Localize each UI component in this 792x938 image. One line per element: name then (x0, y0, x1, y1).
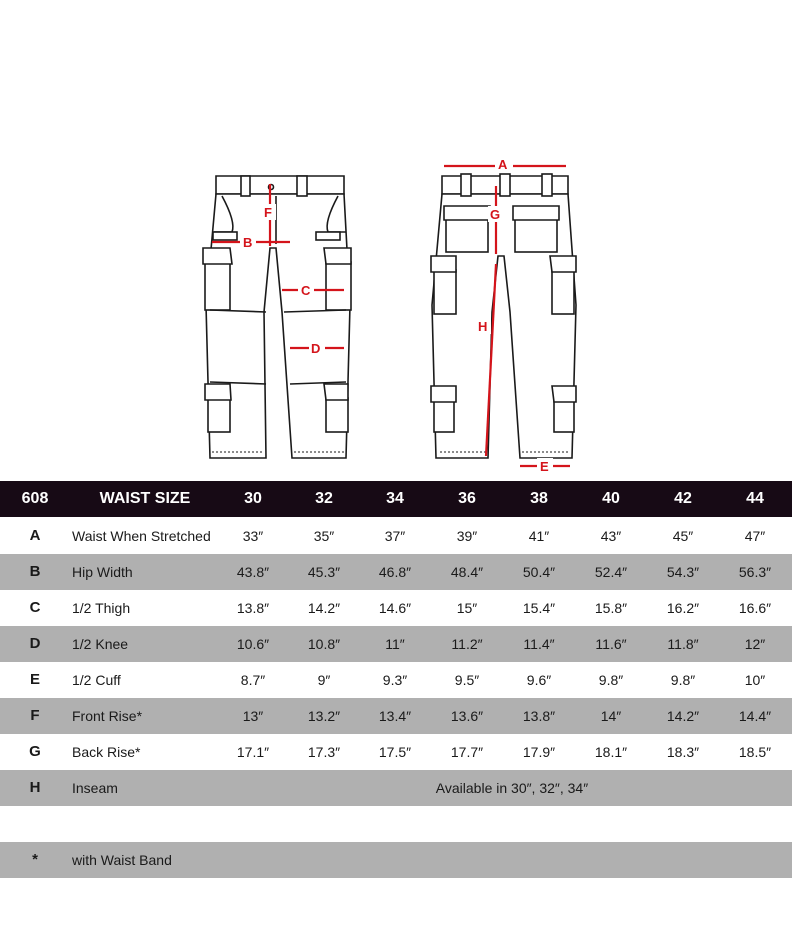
table-row (0, 770, 792, 806)
size-header: 40 (602, 490, 620, 507)
measurement-code: E (29, 671, 40, 688)
measurement-code: C (29, 599, 41, 616)
measurement-code: A (29, 527, 41, 544)
inseam-availability: Available in 30″, 32″, 34″ (435, 780, 589, 796)
size-header: 44 (746, 490, 764, 507)
measurement-value: 48.4″ (450, 564, 484, 580)
measurement-value: 14″ (600, 708, 622, 724)
measurement-value: 9.3″ (382, 672, 408, 688)
measurement-value: 9.5″ (454, 672, 480, 688)
measurement-value: 10″ (744, 672, 766, 688)
measurement-value: 8.7″ (240, 672, 266, 688)
measurement-value: 13.8″ (522, 708, 556, 724)
measurement-value: 9″ (317, 672, 331, 688)
measurement-value: 43.8″ (236, 564, 270, 580)
measurement-value: 56.3″ (738, 564, 772, 580)
table-row (0, 518, 792, 554)
measurement-value: 17.1″ (236, 744, 270, 760)
measurement-value: 11.8″ (667, 636, 699, 652)
measurement-name: Waist When Stretched (72, 528, 211, 544)
footnote-row (0, 842, 792, 878)
measurement-value: 14.2″ (666, 708, 700, 724)
measurement-value: 11.4″ (523, 636, 555, 652)
diagram-label-e: E (540, 459, 549, 474)
measurement-value: 37″ (384, 528, 406, 544)
measurement-code: F (30, 707, 40, 724)
measurement-value: 11.6″ (595, 636, 627, 652)
footnote-asterisk: * (32, 851, 38, 868)
table-row (0, 698, 792, 734)
measurement-name: Inseam (72, 780, 118, 796)
table-row (0, 734, 792, 770)
measurement-value: 18.3″ (666, 744, 700, 760)
diagram-label-h: H (478, 319, 488, 334)
diagram-label-d: D (311, 341, 321, 356)
size-header: 36 (458, 490, 476, 507)
measurement-value: 18.1″ (594, 744, 628, 760)
measurement-code: D (29, 635, 41, 652)
measurement-value: 13″ (242, 708, 264, 724)
diagram-label-g: G (490, 207, 501, 222)
table-row (0, 662, 792, 698)
measurement-name: 1/2 Knee (72, 636, 129, 652)
measurement-value: 18.5″ (738, 744, 772, 760)
measurement-value: 9.8″ (670, 672, 696, 688)
table-header-row (0, 481, 792, 517)
measurement-value: 17.7″ (450, 744, 484, 760)
size-header: 32 (315, 490, 333, 507)
measurement-value: 9.8″ (598, 672, 624, 688)
table-row (0, 554, 792, 590)
measurement-value: 13.8″ (236, 600, 270, 616)
measurement-name: Back Rise* (72, 744, 141, 760)
measurement-value: 33″ (242, 528, 264, 544)
measurement-value: 43″ (600, 528, 622, 544)
measurement-value: 41″ (528, 528, 550, 544)
table-row (0, 626, 792, 662)
waist-size-heading: WAIST SIZE (99, 490, 191, 507)
size-header: 30 (244, 490, 262, 507)
measurement-name: 1/2 Thigh (72, 600, 131, 616)
size-header: 42 (674, 490, 692, 507)
measurement-value: 45″ (672, 528, 694, 544)
measurement-value: 17.5″ (378, 744, 412, 760)
measurement-code: G (29, 743, 41, 760)
measurement-code: B (29, 563, 41, 580)
measurement-value: 45.3″ (307, 564, 341, 580)
diagram-label-a: A (498, 157, 508, 172)
measurement-value: 17.9″ (522, 744, 556, 760)
measurement-value: 10.6″ (236, 636, 270, 652)
measurement-value: 13.4″ (378, 708, 412, 724)
measurement-value: 13.2″ (307, 708, 341, 724)
measurement-value: 14.2″ (307, 600, 341, 616)
measurement-name: Hip Width (72, 564, 133, 580)
front-pants-view (203, 176, 351, 458)
measurement-value: 15.4″ (522, 600, 556, 616)
measurement-value: 52.4″ (594, 564, 628, 580)
measurement-value: 14.6″ (378, 600, 412, 616)
model-number: 608 (21, 490, 49, 507)
measurement-value: 10.8″ (307, 636, 341, 652)
table-row (0, 590, 792, 626)
measurement-value: 16.2″ (666, 600, 700, 616)
size-header: 38 (530, 490, 548, 507)
measurement-code: H (29, 779, 41, 796)
measurement-value: 47″ (744, 528, 766, 544)
diagram-label-f: F (264, 205, 272, 220)
measurement-value: 15″ (456, 600, 478, 616)
measurement-value: 46.8″ (378, 564, 412, 580)
measurement-value: 16.6″ (738, 600, 772, 616)
measurement-value: 15.8″ (594, 600, 628, 616)
measurement-name: 1/2 Cuff (72, 672, 121, 688)
size-header: 34 (386, 490, 404, 507)
measurement-value: 9.6″ (526, 672, 552, 688)
measurement-value: 50.4″ (522, 564, 556, 580)
diagram-label-b: B (243, 235, 253, 250)
measurement-value: 12″ (744, 636, 766, 652)
measurement-value: 11″ (385, 636, 405, 652)
measurement-value: 39″ (456, 528, 478, 544)
footnote-text: with Waist Band (72, 852, 172, 868)
diagram-label-c: C (301, 283, 311, 298)
measurement-value: 14.4″ (738, 708, 772, 724)
measurement-value: 11.2″ (451, 636, 483, 652)
measurement-value: 13.6″ (450, 708, 484, 724)
measurement-value: 54.3″ (666, 564, 700, 580)
measurement-value: 17.3″ (307, 744, 341, 760)
measurement-value: 35″ (313, 528, 335, 544)
measurement-name: Front Rise* (72, 708, 143, 724)
